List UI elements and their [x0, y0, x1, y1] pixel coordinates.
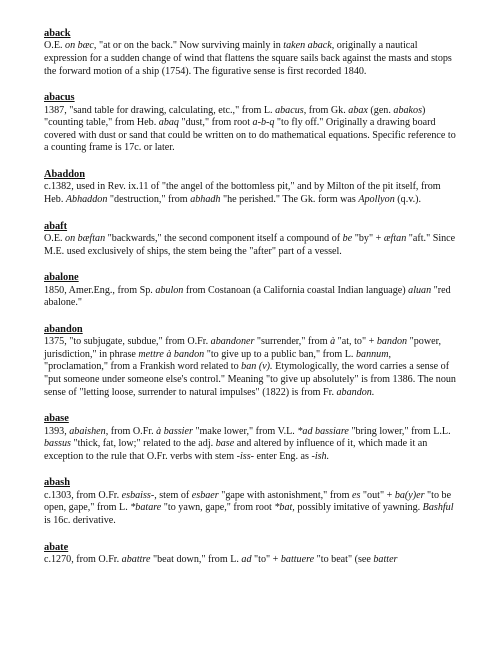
definition-text: "at, to" + — [335, 336, 377, 348]
entry-list — [44, 28, 456, 567]
entry-definition — [44, 40, 456, 78]
definition-text: is 16c. derivative. — [44, 514, 116, 526]
definition-text: 1393, — [44, 425, 70, 437]
entry-definition — [44, 336, 456, 399]
definition-italic-term: abakos — [393, 104, 423, 116]
definition-text: O.E. — [44, 232, 66, 244]
definition-text: (gen. — [367, 104, 394, 116]
definition-italic-term: abaishen — [69, 425, 106, 437]
definition-italic-term: a-b-q — [252, 117, 275, 129]
dictionary-entry — [44, 92, 456, 155]
definition-text: 1375, "to subjugate, subdue," from O.Fr. — [44, 336, 211, 348]
definition-italic-term: abacus — [275, 104, 304, 116]
definition-italic-term: à — [330, 336, 336, 348]
definition-text: enter Eng. as — [253, 450, 312, 462]
definition-italic-term: bannum — [355, 348, 389, 360]
dictionary-entry — [44, 413, 456, 463]
definition-italic-term: ba(y)er — [394, 489, 425, 501]
definition-text: , from Gk. — [303, 104, 349, 116]
definition-text: "to fly off." Originally a drawing board covered with dust or sand that could be written on to do mathematical equations. Specific reference to a counting frame is 17c. or later. — [44, 117, 456, 154]
definition-text: "he perished." The Gk. form was — [220, 193, 359, 205]
definition-text: , originally a nautical expression for a sudden change of wind that flattens the square sails back against the masts and stops the forward motion of a ship (1754). The figurative sense is first recorded 1840. — [44, 40, 452, 77]
definition-text: c.1303, from O.Fr. — [44, 489, 122, 501]
definition-italic-term: *bat, — [274, 502, 295, 514]
definition-text: "destruction," from — [107, 193, 191, 205]
definition-text: "by" + — [352, 232, 384, 244]
definition-text: from Costanoan (a California coastal Indian language) — [183, 284, 409, 296]
definition-italic-term: base — [215, 438, 235, 450]
definition-italic-term: à bassier — [156, 425, 193, 437]
entry-headword: abash — [44, 477, 70, 489]
definition-text: "to yawn, gape," from root — [161, 502, 275, 514]
entry-headword: Abaddon — [44, 168, 86, 180]
definition-italic-term: Apollyon — [358, 193, 395, 205]
definition-italic-term: abaq — [158, 117, 179, 129]
definition-italic-term: Bashful — [422, 502, 454, 514]
definition-italic-term: esbaer — [191, 489, 219, 501]
definition-text: "to beat" (see — [314, 553, 374, 565]
entry-definition — [44, 181, 456, 206]
definition-italic-term: abulon — [155, 284, 184, 296]
definition-italic-term: abandon. — [336, 386, 375, 398]
definition-text: "gape with astonishment," from — [218, 489, 352, 501]
definition-text: "aft." Since M.E. used exclusively of ships, the stem being the "after" part of a vessel. — [44, 232, 456, 257]
definition-italic-term: abandoner — [210, 336, 255, 348]
dictionary-page — [44, 28, 456, 581]
entry-definition — [44, 554, 456, 567]
definition-italic-term: mettre à bandon — [138, 348, 205, 360]
definition-italic-term: ad — [241, 553, 252, 565]
definition-text: "power, jurisdiction," in phrase — [44, 336, 442, 360]
definition-italic-term: battuere — [280, 553, 315, 565]
definition-italic-term: on bæc — [65, 40, 94, 52]
definition-text: , from O.Fr. — [105, 425, 157, 437]
definition-text: 1850, Amer.Eng., from Sp. — [44, 284, 156, 296]
definition-text: "to" + — [251, 553, 281, 565]
definition-text: 1387, "sand table for drawing, calculating, etc.," from L. — [44, 104, 276, 116]
entry-headword: abacus — [44, 92, 75, 104]
definition-text: "to give up to a public ban," from L. — [204, 348, 356, 360]
definition-text: "make lower," from V.L. — [192, 425, 298, 437]
dictionary-entry — [44, 272, 456, 310]
definition-text: , "at or on the back." Now surviving mainly in — [93, 40, 284, 52]
definition-italic-term: bassus — [44, 438, 71, 450]
definition-text: "out" + — [360, 489, 395, 501]
definition-italic-term: aluan — [408, 284, 432, 296]
definition-italic-term: *ad bassiare — [297, 425, 349, 437]
entry-headword: abate — [44, 541, 69, 553]
definition-italic-term: batter — [373, 553, 398, 565]
entry-definition — [44, 285, 456, 310]
definition-text: "backwards," the second component itself a compound of — [105, 232, 343, 244]
definition-text: "beat down," from L. — [150, 553, 242, 565]
definition-italic-term: abax — [348, 104, 368, 116]
entry-headword: aback — [44, 28, 71, 39]
definition-text: "dust," from root — [178, 117, 253, 129]
definition-text: , "proclamation," from a Frankish word related to — [44, 348, 392, 373]
definition-italic-term: bandon — [376, 336, 408, 348]
definition-text: and altered by influence of it, which made it an exception to the rule that O.Fr. verbs with stem — [44, 438, 428, 462]
entry-headword: abase — [44, 413, 69, 425]
definition-italic-term: be — [342, 232, 353, 244]
dictionary-entry — [44, 221, 456, 259]
dictionary-entry — [44, 542, 456, 567]
entry-headword: abalone — [44, 272, 79, 284]
dictionary-entry — [44, 169, 456, 207]
definition-text: ) "counting table," from Heb. — [44, 104, 426, 129]
dictionary-entry — [44, 477, 456, 527]
definition-text: possibly imitative of yawning. — [294, 502, 423, 514]
dictionary-entry — [44, 28, 456, 78]
definition-italic-term: -iss- — [236, 450, 254, 462]
definition-text: (q.v.). — [394, 193, 422, 205]
definition-italic-term: esbaiss- — [121, 489, 155, 501]
definition-italic-term: ban (v). — [241, 361, 273, 373]
definition-italic-term: es — [351, 489, 361, 501]
definition-text: , stem of — [154, 489, 192, 501]
dictionary-entry — [44, 324, 456, 399]
definition-text: "thick, fat, low;" related to the adj. — [70, 438, 216, 450]
definition-italic-term: -ish. — [311, 450, 330, 462]
definition-italic-term: taken aback — [283, 40, 332, 52]
entry-definition — [44, 426, 456, 464]
definition-italic-term: æftan — [383, 232, 407, 244]
definition-italic-term: abattre — [121, 553, 151, 565]
definition-text: c.1270, from O.Fr. — [44, 553, 122, 565]
entry-headword: abandon — [44, 323, 83, 335]
definition-italic-term: abhadh — [190, 193, 221, 205]
definition-text: O.E. — [44, 40, 66, 52]
entry-definition — [44, 490, 456, 528]
definition-text: Etymologically, the word carries a sense of "put someone under someone else's control." Meaning "to give up absolutely" is from 1386. The noun sense of "letting loose, surrender to natural impulses" (1822) is from Fr. — [44, 361, 456, 398]
definition-text: "to be open, gape," from L. — [44, 489, 452, 514]
definition-text: "red abalone." — [44, 284, 451, 309]
entry-definition — [44, 105, 456, 155]
definition-text: "bring lower," from L.L. — [348, 425, 451, 437]
entry-definition — [44, 233, 456, 258]
definition-italic-term: *batare — [130, 502, 162, 514]
definition-text: c.1382, used in Rev. ix.11 of "the angel of the bottomless pit," and by Milton of the pit itself, from Heb. — [44, 181, 441, 205]
definition-italic-term: on bæftan — [65, 232, 106, 244]
definition-italic-term: Abhaddon — [65, 193, 108, 205]
entry-headword: abaft — [44, 220, 68, 232]
definition-text: "surrender," from — [254, 336, 331, 348]
